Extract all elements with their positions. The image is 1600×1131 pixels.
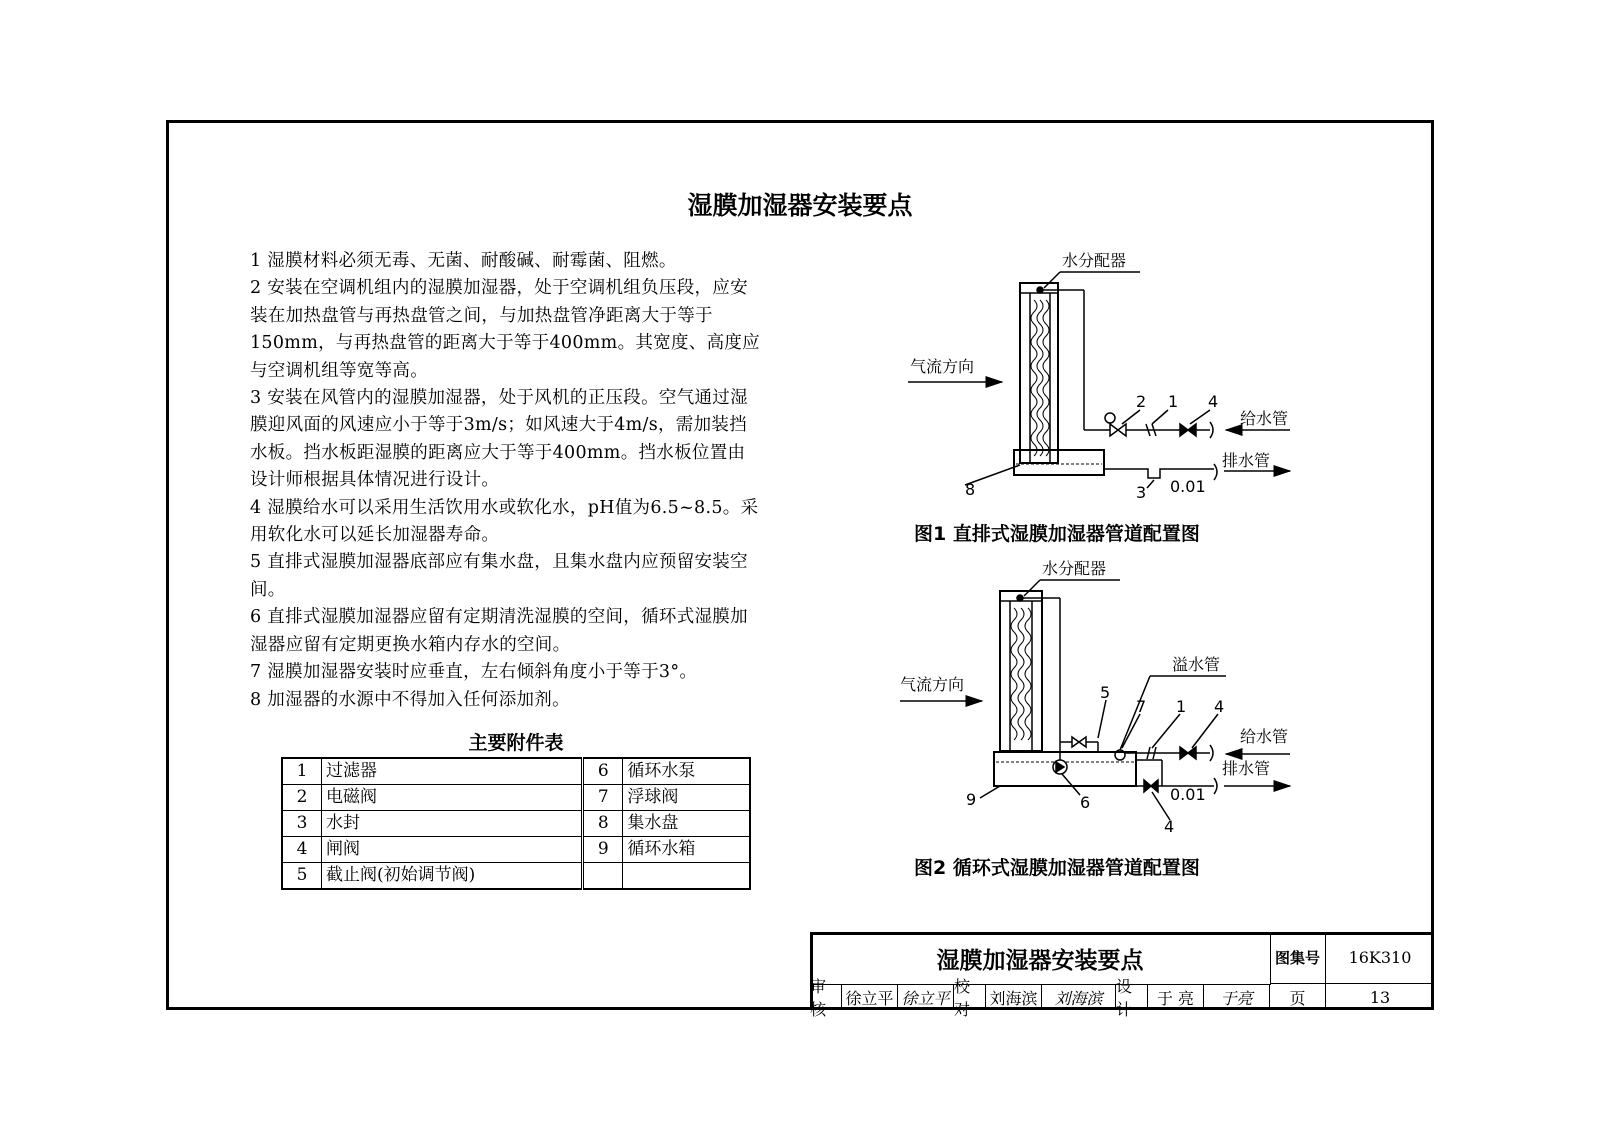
tag-2: 2 [1136, 392, 1147, 411]
label-drain-1: 排水管 [1222, 451, 1271, 470]
part-name: 集水盘 [623, 811, 750, 837]
tag-4: 4 [1164, 817, 1175, 836]
note-4: 4 湿膜给水可以采用生活饮用水或软化水，pH值为6.5~8.5。采用软化水可以延长加湿器寿命。 [250, 497, 759, 546]
note-1: 1 湿膜材料必须无毒、无菌、耐酸碱、耐霉菌、阻燃。 [250, 251, 677, 271]
note-5: 5 直排式湿膜加湿器底部应有集水盘，且集水盘内应预留安装空间。 [250, 552, 748, 600]
tag-8: 8 [965, 480, 976, 499]
part-name: 电磁阀 [322, 785, 583, 811]
tag-7: 7 [1136, 697, 1147, 716]
note-7: 7 湿膜加湿器安装时应垂直，左右倾斜角度小于等于3°。 [250, 662, 698, 683]
tag-6: 6 [1080, 793, 1091, 812]
figure-2-diagram [900, 580, 1290, 820]
part-name: 循环水泵 [623, 758, 750, 785]
designer-name: 于 亮 [1148, 984, 1204, 1010]
label-distributor-2: 水分配器 [1042, 559, 1107, 578]
figure-2-caption: 图2 循环式湿膜加湿器管道配置图 [914, 857, 1200, 879]
part-number: 8 [583, 811, 623, 837]
label-airflow-1: 气流方向 [910, 357, 975, 376]
note-3: 3 安装在风管内的湿膜加湿器，处于风机的正压段。空气通过湿膜迎风面的风速应小于等于3m/s；如风速大于4m/s，需加装挡水板。挡水板距湿膜的距离应大于等于400mm。挡水板位置由设计师根据具体情况进行设计。 [250, 388, 748, 491]
part-name: 循环水箱 [623, 837, 750, 863]
title-block [810, 932, 1434, 1019]
part-number: 5 [282, 863, 322, 890]
label-overflow: 溢水管 [1172, 655, 1221, 674]
check-label: 校对 [954, 984, 986, 1010]
figure-1-caption: 图1 直排式湿膜加湿器管道配置图 [914, 523, 1200, 545]
tag-4: 4 [1208, 392, 1219, 411]
part-number: 3 [282, 811, 322, 837]
part-number: 9 [583, 837, 623, 863]
label-airflow-2: 气流方向 [900, 675, 965, 694]
humidifier-body [1000, 591, 1042, 751]
label-supply-1: 给水管 [1240, 409, 1289, 428]
part-number: 2 [282, 785, 322, 811]
reviewer-name: 徐立平 [842, 984, 898, 1010]
title-block-title: 湿膜加湿器安装要点 [810, 932, 1271, 985]
tag-1: 1 [1176, 697, 1187, 716]
tag-4: 4 [1214, 697, 1225, 716]
tag-9: 9 [966, 790, 977, 809]
parts-table-title: 主要附件表 [468, 732, 564, 754]
part-number: 7 [583, 785, 623, 811]
tag-1: 1 [1168, 392, 1179, 411]
page-number: 13 [1369, 987, 1391, 1007]
note-8: 8 加湿器的水源中不得加入任何添加剂。 [250, 689, 570, 710]
page-title: 湿膜加湿器安装要点 [687, 191, 913, 220]
checker-name: 刘海滨 [986, 984, 1042, 1010]
atlas-label: 图集号 [1270, 932, 1326, 984]
designer-signature: 于亮 [1204, 984, 1270, 1010]
part-number: 1 [282, 758, 322, 785]
note-6: 6 直排式湿膜加湿器应留有定期清洗湿膜的空间，循环式湿膜加湿器应留有定期更换水箱内存水的空间。 [250, 607, 748, 655]
part-number: 6 [583, 758, 623, 785]
review-label: 审核 [810, 984, 842, 1010]
tag-3: 3 [1136, 483, 1147, 502]
part-name: 过滤器 [322, 758, 583, 785]
checker-signature: 刘海滨 [1042, 984, 1116, 1010]
reviewer-signature: 徐立平 [898, 984, 954, 1010]
part-number: 4 [282, 837, 322, 863]
atlas-number: 16K310 [1326, 932, 1434, 984]
part-name: 浮球阀 [623, 785, 750, 811]
label-supply-2: 给水管 [1240, 727, 1289, 746]
label-drain-2: 排水管 [1222, 759, 1271, 778]
humidifier-body [1020, 283, 1058, 463]
part-name: 截止阀(初始调节阀) [322, 863, 583, 890]
figure-2-labels [900, 559, 1288, 836]
label-slope-2: 0.01 [1170, 785, 1206, 804]
figure-1-labels [910, 251, 1288, 502]
label-slope-1: 0.01 [1170, 477, 1206, 496]
page-label: 页 [1270, 984, 1326, 1010]
label-distributor-1: 水分配器 [1062, 251, 1127, 270]
note-2: 2 安装在空调机组内的湿膜加湿器，处于空调机组负压段，应安装在加热盘管与再热盘管之间，与加热盘管净距离大于等于150mm，与再热盘管的距离大于等于400mm。其宽度、高度应与空调机组等宽等高。 [250, 278, 760, 381]
part-name: 水封 [322, 811, 583, 837]
tag-5: 5 [1100, 683, 1111, 702]
design-label: 设计 [1116, 984, 1148, 1010]
part-name: 闸阀 [322, 837, 583, 863]
